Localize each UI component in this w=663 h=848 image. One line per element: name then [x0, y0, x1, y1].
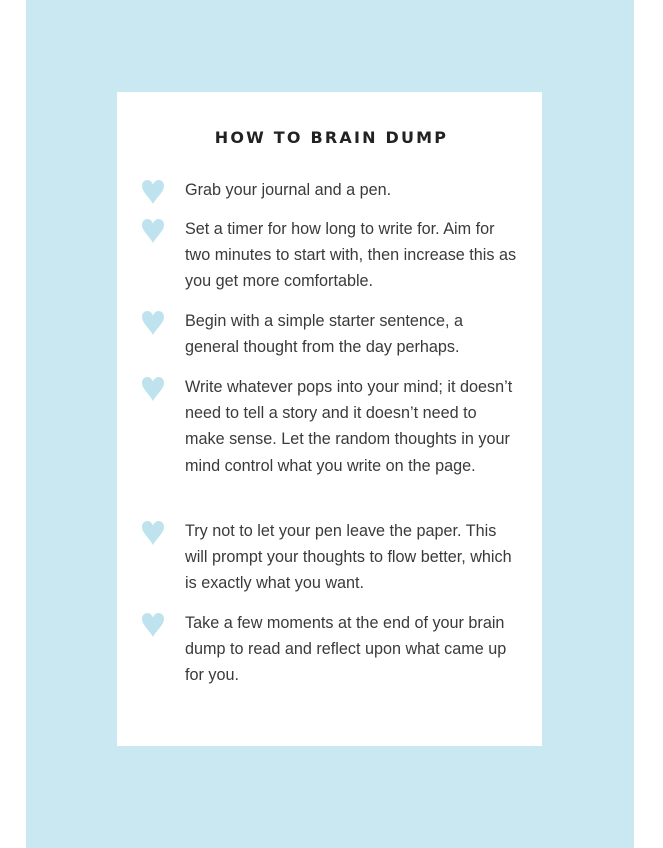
- heart-icon: [141, 376, 165, 402]
- step-text: Write whatever pops into your mind; it doesn’t need to tell a story and it doesn’t need to make sense. Let the random thoughts in your mind control what you write on the page.: [185, 378, 513, 475]
- heart-icon: [141, 218, 165, 244]
- step-text: Set a timer for how long to write for. Aim for two minutes to start with, then increase this as you get more comfortable.: [185, 220, 517, 291]
- heart-icon: [141, 520, 165, 546]
- step-text: Grab your journal and a pen.: [185, 181, 392, 199]
- step-text: Take a few moments at the end of your brain dump to read and reflect upon what came up for you.: [185, 614, 507, 685]
- step-text: Try not to let your pen leave the paper. This will prompt your thoughts to flow better, which is exactly what you want.: [185, 522, 512, 593]
- heart-icon: [141, 612, 165, 638]
- page-title: HOW TO BRAIN DUMP: [214, 128, 449, 147]
- heart-icon: [141, 310, 165, 336]
- step-text: Begin with a simple starter sentence, a general thought from the day perhaps.: [185, 312, 464, 357]
- heart-icon: [141, 179, 165, 205]
